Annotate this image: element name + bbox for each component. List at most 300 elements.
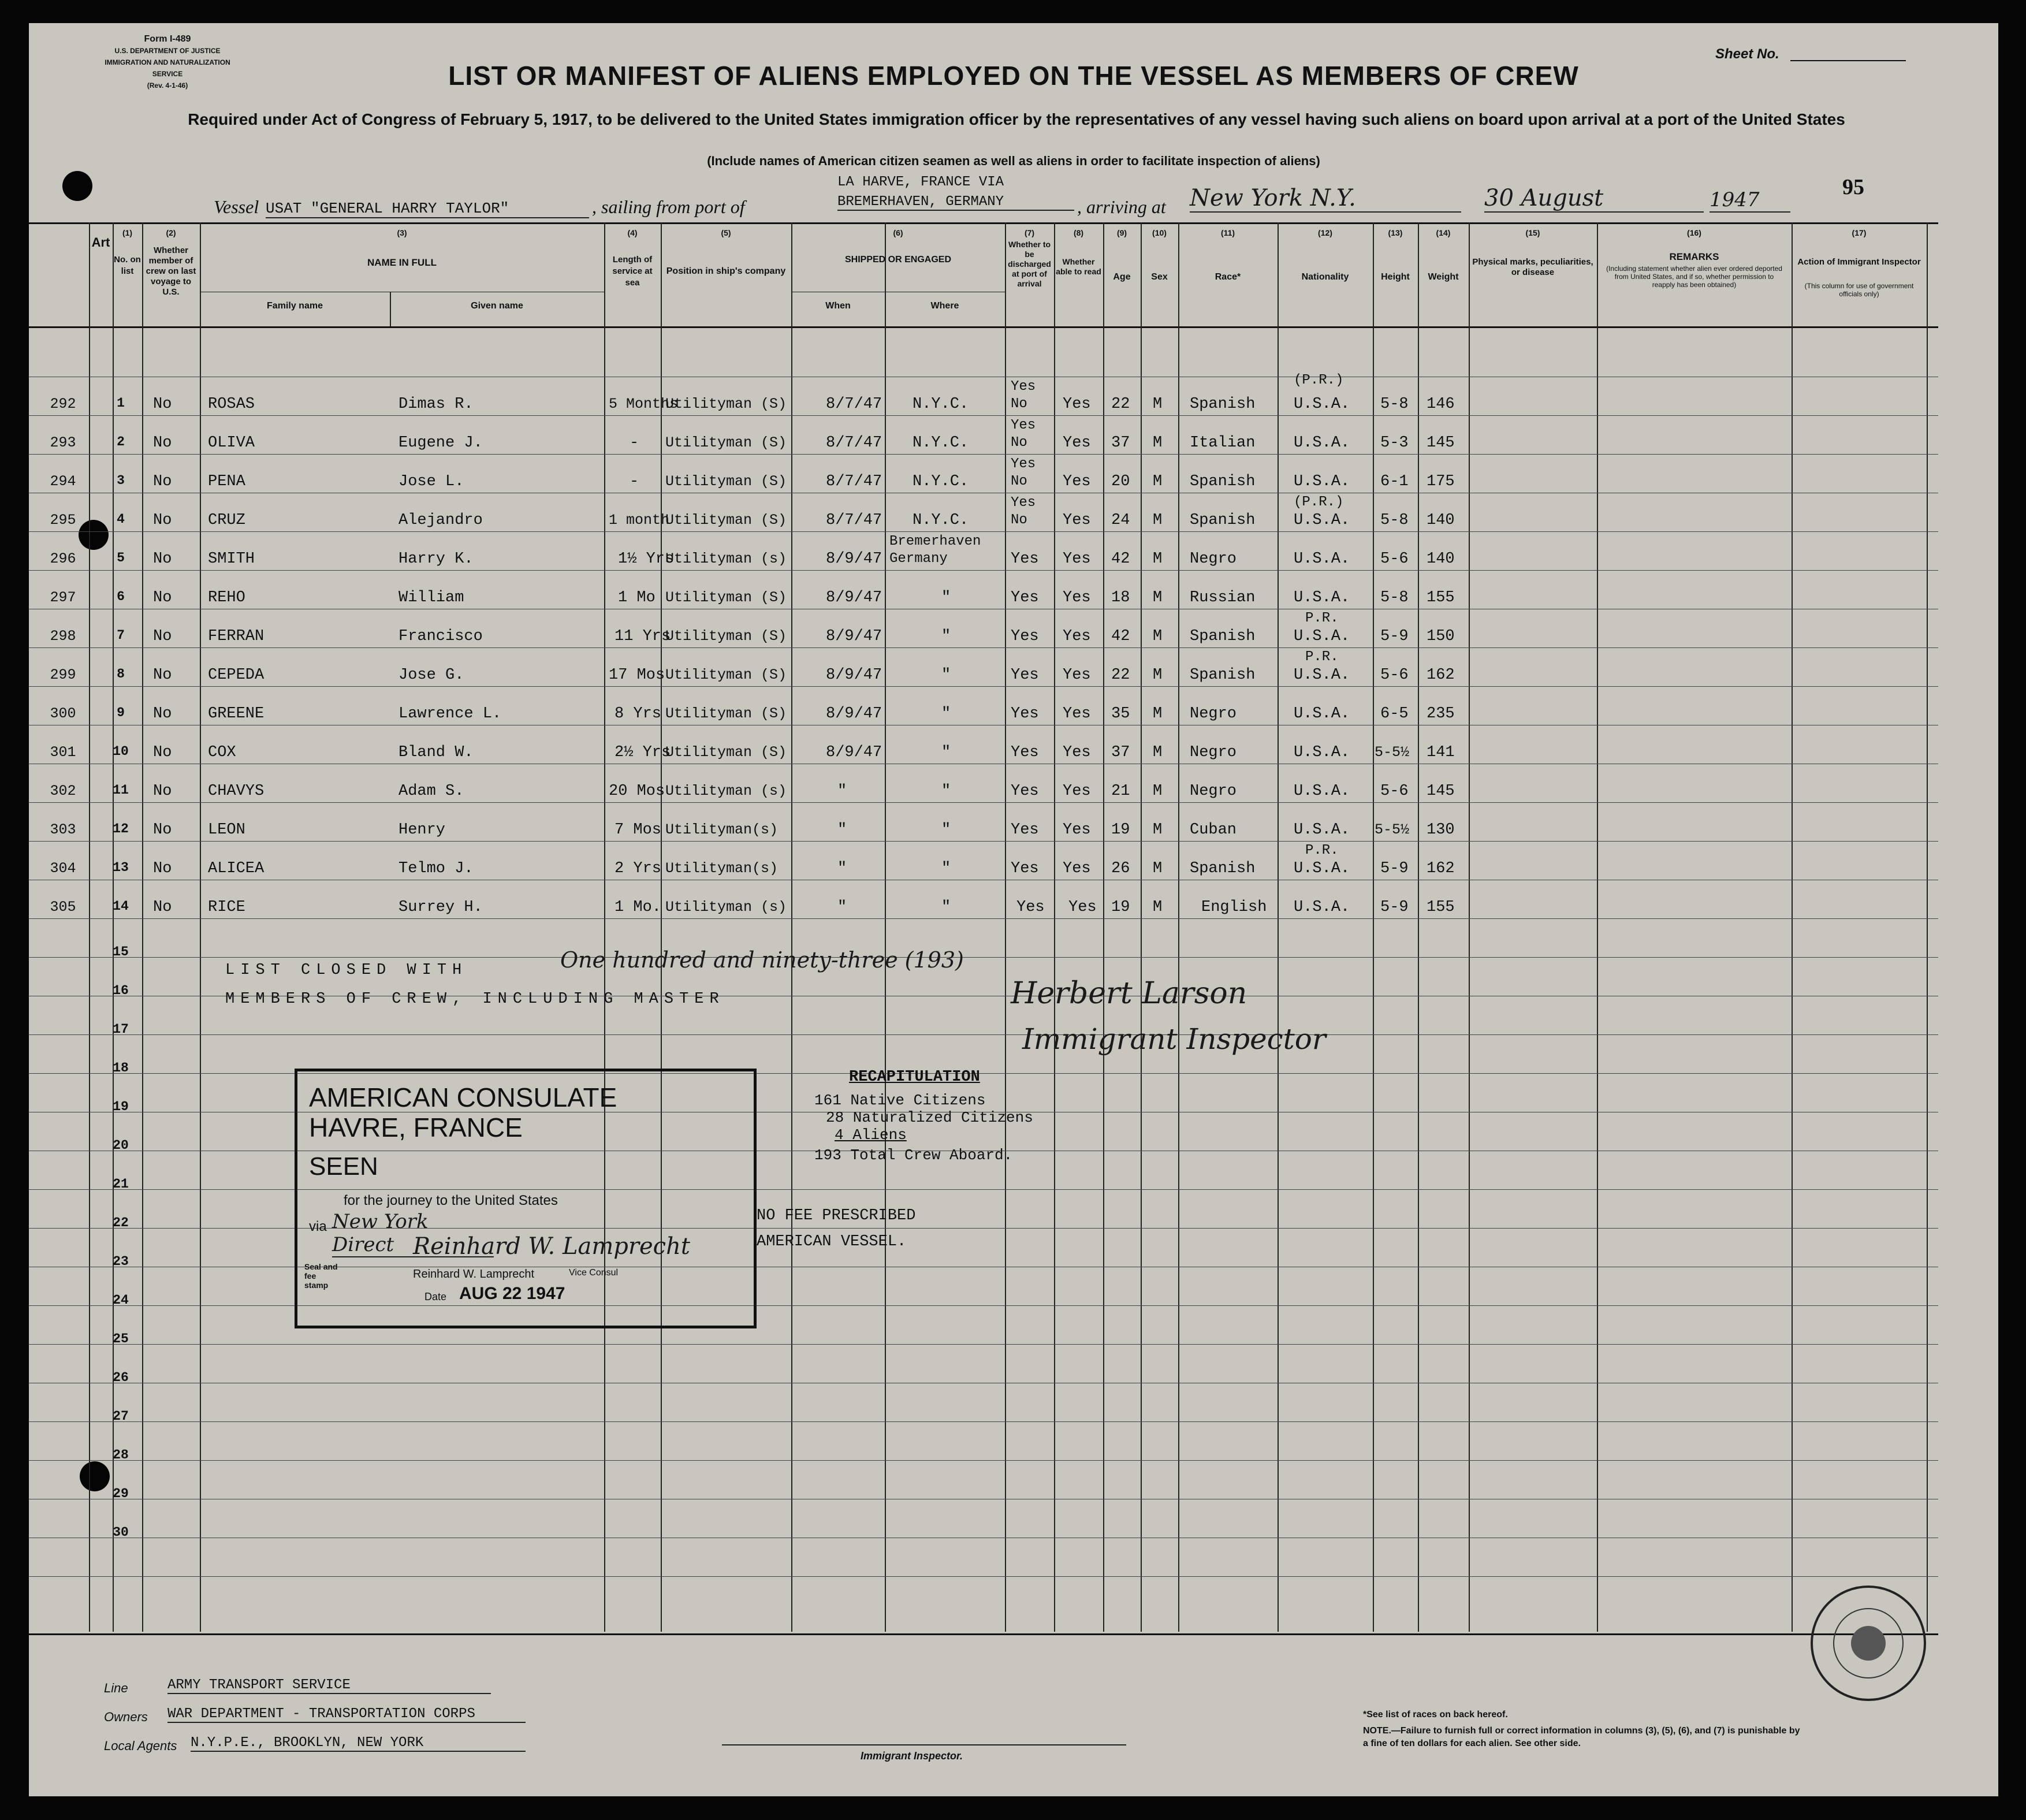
col-num: (14): [1436, 228, 1451, 237]
recap-line: 4 Aliens: [835, 1126, 907, 1144]
page-note: (Include names of American citizen seamen as well as aliens in order to facilitate inspection of aliens): [707, 154, 1320, 168]
col-weight-header: Weight: [1428, 272, 1459, 282]
weight: 146: [1427, 396, 1455, 413]
race: Spanish: [1190, 628, 1256, 645]
height: 6-1: [1380, 473, 1409, 490]
sex: M: [1153, 473, 1163, 490]
given-name: Alejandro: [399, 512, 483, 529]
position: Utilityman (S): [665, 473, 787, 490]
consulate-via-label: via: [309, 1219, 327, 1234]
row-rule: [29, 570, 1938, 571]
footer-races-note: *See list of races on back hereof.: [1363, 1710, 1508, 1719]
grid-line: [1792, 222, 1793, 1632]
shipped-where: Bremerhaven Germany: [889, 534, 981, 567]
weight: 145: [1427, 783, 1455, 800]
prev-voyage: No: [153, 821, 172, 839]
grid-line: [142, 222, 143, 1632]
col-action-header: Action of Immigrant Inspector: [1797, 257, 1921, 267]
row-rule: [29, 686, 1938, 687]
line-number: 18: [113, 1060, 129, 1075]
art-number: 295: [50, 512, 76, 528]
nationality: U.S.A.: [1294, 667, 1350, 684]
shipped-when: ": [837, 821, 847, 839]
prev-voyage: No: [153, 899, 172, 916]
form-edition: (Rev. 4-1-46): [147, 81, 188, 90]
col-num: (7): [1024, 228, 1035, 237]
footer-line-label: Line: [104, 1681, 128, 1695]
shipped-when: 8/7/47: [826, 473, 882, 490]
crew-count-handwritten: One hundred and ninety-three (193): [560, 947, 964, 973]
line-number: 12: [113, 821, 129, 836]
service-length: -: [630, 434, 639, 452]
col-num: (10): [1152, 228, 1167, 237]
position: Utilityman(s): [665, 821, 779, 838]
line-number: 1: [117, 396, 125, 411]
discharge: Yes: [1011, 744, 1039, 761]
manifest-sheet: [29, 23, 1998, 1796]
race: English: [1201, 899, 1267, 916]
able-to-read: Yes: [1063, 744, 1091, 761]
grid-line: [1418, 222, 1419, 1632]
fee-line-2: AMERICAN VESSEL.: [757, 1233, 907, 1250]
weight: 162: [1427, 667, 1455, 684]
discharge: Yes No: [1011, 495, 1036, 528]
row-rule: [29, 1576, 1938, 1577]
art-number: 300: [50, 705, 76, 722]
grid-line: [1178, 222, 1179, 1632]
row-rule: [29, 647, 1938, 648]
nationality-note: P.R.: [1305, 649, 1339, 665]
family-name: REHO: [208, 589, 245, 606]
nationality: U.S.A.: [1294, 744, 1350, 761]
col-nationality-header: Nationality: [1301, 272, 1349, 282]
able-to-read: Yes: [1063, 667, 1091, 684]
able-to-read: Yes: [1063, 705, 1091, 723]
age: 37: [1111, 434, 1130, 452]
weight: 235: [1427, 705, 1455, 723]
nationality-note: (P.R.): [1294, 494, 1344, 510]
recap-line: 28 Naturalized Citizens: [826, 1109, 1033, 1126]
col-remarks-header: REMARKS: [1669, 251, 1719, 262]
race: Spanish: [1190, 667, 1256, 684]
nationality: U.S.A.: [1294, 783, 1350, 800]
col-read-header: Whether able to read: [1056, 257, 1101, 276]
inspector-title-handwritten: Immigrant Inspector: [1022, 1022, 1326, 1056]
line-number: 6: [117, 589, 125, 604]
footer-line-value: ARMY TRANSPORT SERVICE: [167, 1677, 491, 1694]
discharge: Yes: [1016, 899, 1045, 916]
age: 22: [1111, 396, 1130, 413]
sex: M: [1153, 860, 1163, 877]
prev-voyage: No: [153, 589, 172, 606]
age: 26: [1111, 860, 1130, 877]
sex: M: [1153, 550, 1163, 568]
prev-voyage: No: [153, 473, 172, 490]
port-line-2: BREMERHAVEN, GERMANY: [837, 194, 1074, 211]
service-length: 17 Mos: [609, 667, 665, 684]
nationality-note: (P.R.): [1294, 373, 1344, 388]
nationality-note: P.R.: [1305, 611, 1339, 626]
discharge: Yes: [1011, 821, 1039, 839]
age: 21: [1111, 783, 1130, 800]
col-num: (17): [1852, 228, 1867, 237]
line-number: 3: [117, 473, 125, 488]
discharge: Yes: [1011, 589, 1039, 606]
col-no-header: No. on list: [114, 255, 141, 276]
line-number: 25: [113, 1331, 129, 1346]
able-to-read: Yes: [1063, 550, 1091, 568]
nationality: U.S.A.: [1294, 550, 1350, 568]
col-prev-voyage-header: Whether member of crew on last voyage to U.S.: [146, 245, 196, 297]
grid-line: [1103, 222, 1104, 1632]
row-rule: [29, 1034, 1938, 1035]
art-number: 303: [50, 821, 76, 838]
sex: M: [1153, 628, 1163, 645]
line-number: 16: [113, 983, 129, 998]
able-to-read: Yes: [1063, 434, 1091, 452]
art-number: 298: [50, 628, 76, 645]
height: 5-6: [1380, 783, 1409, 800]
arriving-year: 1947: [1710, 188, 1790, 213]
position: Utilityman(s): [665, 860, 779, 877]
age: 42: [1111, 628, 1130, 645]
row-rule: [29, 1460, 1938, 1461]
discharge: Yes No: [1011, 379, 1036, 412]
age: 20: [1111, 473, 1130, 490]
position: Utilityman (S): [665, 434, 787, 451]
nationality: U.S.A.: [1294, 899, 1350, 916]
position: Utilityman (S): [665, 705, 787, 722]
col-height-header: Height: [1381, 272, 1410, 282]
grid-line: [1278, 222, 1279, 1632]
height: 5-6: [1380, 550, 1409, 568]
grid-line: [1927, 222, 1928, 1632]
footer-agents-label: Local Agents: [104, 1739, 177, 1753]
discharge: Yes: [1011, 705, 1039, 723]
nationality: U.S.A.: [1294, 821, 1350, 839]
race: Russian: [1190, 589, 1256, 606]
service-length: 2 Yrs: [614, 860, 662, 877]
family-name: ALICEA: [208, 860, 265, 877]
given-name: Eugene J.: [399, 434, 483, 452]
col-remarks-subheader: (Including statement whether alien ever ordered deported from United States, and if so, whether permission to reapply has been obtained): [1606, 265, 1782, 289]
height: 5-8: [1380, 512, 1409, 529]
given-name: Bland W.: [399, 744, 474, 761]
grid-line: [791, 222, 792, 1632]
race: Negro: [1190, 744, 1237, 761]
prev-voyage: No: [153, 744, 172, 761]
col-num: (13): [1388, 228, 1403, 237]
vessel-label: Vessel: [214, 196, 259, 217]
consulate-via: New York Direct: [332, 1210, 494, 1257]
shipped-when: 8/9/47: [826, 744, 882, 761]
discharge: Yes: [1011, 783, 1039, 800]
grid-line: [200, 222, 201, 1632]
able-to-read: Yes: [1063, 628, 1091, 645]
form-service: IMMIGRATION AND NATURALIZATION SERVICE: [105, 58, 230, 78]
col-sex-header: Sex: [1151, 272, 1168, 282]
service-length: -: [630, 473, 639, 490]
col-art-header: Art: [91, 235, 110, 250]
family-name: RICE: [208, 899, 245, 916]
shipped-when: 8/9/47: [826, 550, 882, 568]
recap-line: 161 Native Citizens: [814, 1092, 986, 1109]
line-number: 29: [113, 1486, 129, 1501]
consulate-stamp: [295, 1069, 757, 1328]
consulate-date-label: Date: [424, 1291, 447, 1302]
age: 35: [1111, 705, 1130, 723]
col-age-header: Age: [1113, 272, 1131, 282]
line-number: 28: [113, 1447, 129, 1462]
sex: M: [1153, 667, 1163, 684]
height: 5-9: [1380, 628, 1409, 645]
line-number: 15: [113, 944, 129, 959]
given-name: Harry K.: [399, 550, 474, 568]
shipped-when: 8/9/47: [826, 628, 882, 645]
prev-voyage: No: [153, 705, 172, 723]
arriving-label: , arriving at: [1077, 196, 1166, 217]
grid-line: [661, 222, 662, 1632]
race: Cuban: [1190, 821, 1237, 839]
col-num: (2): [166, 228, 176, 237]
shipped-when: 8/7/47: [826, 396, 882, 413]
row-rule: [29, 415, 1938, 416]
age: 19: [1111, 899, 1130, 916]
col-action-subheader: (This column for use of government officials only): [1804, 282, 1914, 298]
height: 5-9: [1380, 899, 1409, 916]
col-num: (15): [1525, 228, 1540, 237]
grid-line: [89, 222, 90, 1632]
shipped-when: ": [837, 899, 847, 916]
position: Utilityman (S): [665, 396, 787, 412]
able-to-read: Yes: [1063, 473, 1091, 490]
height: 5-8: [1380, 589, 1409, 606]
shipped-where: N.Y.C.: [913, 512, 969, 529]
art-number: 304: [50, 860, 76, 877]
able-to-read: Yes: [1068, 899, 1097, 916]
art-number: 296: [50, 550, 76, 567]
sex: M: [1153, 821, 1163, 839]
service-length: 1½ Yrs: [618, 550, 675, 568]
footer-owners-label: Owners: [104, 1710, 148, 1724]
col-given-header: Given name: [471, 301, 523, 311]
shipped-when: 8/9/47: [826, 705, 882, 723]
race: Spanish: [1190, 860, 1256, 877]
able-to-read: Yes: [1063, 860, 1091, 877]
age: 37: [1111, 744, 1130, 761]
line-number: 20: [113, 1138, 129, 1153]
nationality: U.S.A.: [1294, 589, 1350, 606]
weight: 140: [1427, 512, 1455, 529]
height: 5-8: [1380, 396, 1409, 413]
line-number: 10: [113, 744, 129, 759]
col-num: (8): [1073, 228, 1084, 237]
sex: M: [1153, 899, 1163, 916]
shipped-where: ": [941, 705, 951, 723]
given-name: William: [399, 589, 464, 606]
seal-fee-label: Seal and fee stamp: [304, 1262, 338, 1290]
family-name: COX: [208, 744, 236, 761]
height: 5-3: [1380, 434, 1409, 452]
shipped-where: N.Y.C.: [913, 396, 969, 413]
line-number: 9: [117, 705, 125, 720]
discharge: Yes No: [1011, 418, 1036, 451]
shipped-when: ": [837, 783, 847, 800]
height: 5-5½: [1375, 821, 1410, 838]
family-name: OLIVA: [208, 434, 255, 452]
sex: M: [1153, 705, 1163, 723]
position: Utilityman (S): [665, 512, 787, 528]
grid-line: [1141, 222, 1142, 1632]
height: 5-5½: [1375, 744, 1410, 761]
col-num: (1): [122, 228, 133, 237]
prev-voyage: No: [153, 434, 172, 452]
nationality: U.S.A.: [1294, 396, 1350, 413]
line-number: 4: [117, 512, 125, 527]
weight: 145: [1427, 434, 1455, 452]
race: Negro: [1190, 705, 1237, 723]
discharge: Yes: [1011, 550, 1039, 568]
family-name: ROSAS: [208, 396, 255, 413]
recap-line: 193 Total Crew Aboard.: [814, 1147, 1013, 1164]
family-name: CEPEDA: [208, 667, 265, 684]
inspector-signature-line: [722, 1744, 1126, 1745]
page-subtitle: Required under Act of Congress of February 5, 1917, to be delivered to the United States immigration officer by the representatives of any vessel having such aliens on board upon arrival at a port of the United States: [188, 110, 1845, 128]
family-name: LEON: [208, 821, 245, 839]
art-number: 293: [50, 434, 76, 451]
grid-line: [1005, 222, 1006, 1632]
line-number: 26: [113, 1370, 129, 1385]
shipped-when: 8/7/47: [826, 434, 882, 452]
given-name: Adam S.: [399, 783, 464, 800]
nationality: U.S.A.: [1294, 705, 1350, 723]
height: 6-5: [1380, 705, 1409, 723]
shipped-where: ": [941, 860, 951, 877]
shipped-where: ": [941, 899, 951, 916]
form-number: Form I-489: [144, 34, 191, 44]
consulate-signer-title: Vice Consul: [569, 1268, 619, 1278]
line-number: 30: [113, 1525, 129, 1540]
shipped-when: 8/7/47: [826, 512, 882, 529]
col-num: (9): [1116, 228, 1127, 237]
col-physical-header: Physical marks, peculiarities, or disease: [1472, 257, 1593, 277]
prev-voyage: No: [153, 860, 172, 877]
line-number: 14: [113, 899, 129, 914]
discharge: Yes No: [1011, 456, 1036, 489]
weight: 140: [1427, 550, 1455, 568]
weight: 150: [1427, 628, 1455, 645]
grid-line: [1054, 222, 1055, 1632]
line-number: 8: [117, 667, 125, 682]
shipped-when: ": [837, 860, 847, 877]
nationality: U.S.A.: [1294, 628, 1350, 645]
sex: M: [1153, 744, 1163, 761]
page-title: LIST OR MANIFEST OF ALIENS EMPLOYED ON THE VESSEL AS MEMBERS OF CREW: [448, 61, 1579, 91]
row-rule: [29, 454, 1938, 455]
footer-agents-value: N.Y.P.E., BROOKLYN, NEW YORK: [191, 1735, 526, 1752]
inspector-signature: Herbert Larson: [1011, 976, 1247, 1011]
art-number: 292: [50, 396, 76, 412]
race: Negro: [1190, 550, 1237, 568]
consulate-signer: Reinhard W. Lamprecht: [413, 1268, 535, 1281]
service-length: 2½ Yrs: [614, 744, 671, 761]
height: 5-9: [1380, 860, 1409, 877]
art-number: 299: [50, 667, 76, 683]
age: 22: [1111, 667, 1130, 684]
discharge: Yes: [1011, 628, 1039, 645]
sheet-label: Sheet No.: [1715, 46, 1779, 62]
family-name: PENA: [208, 473, 245, 490]
race: Negro: [1190, 783, 1237, 800]
service-length: 1 month: [609, 512, 670, 528]
age: 42: [1111, 550, 1130, 568]
weight: 155: [1427, 899, 1455, 916]
race: Spanish: [1190, 512, 1256, 529]
shipped-where: ": [941, 821, 951, 839]
able-to-read: Yes: [1063, 396, 1091, 413]
family-name: GREENE: [208, 705, 265, 723]
col-when-header: When: [825, 301, 851, 311]
family-name: CHAVYS: [208, 783, 265, 800]
position: Utilityman (S): [665, 628, 787, 645]
age: 24: [1111, 512, 1130, 529]
members-crew-text: MEMBERS OF CREW, INCLUDING MASTER: [225, 991, 725, 1008]
col-where-header: Where: [930, 301, 959, 311]
prev-voyage: No: [153, 783, 172, 800]
able-to-read: Yes: [1063, 589, 1091, 606]
consulate-line-2: HAVRE, FRANCE: [309, 1112, 523, 1142]
consulate-date: AUG 22 1947: [459, 1284, 565, 1303]
sex: M: [1153, 783, 1163, 800]
art-number: 301: [50, 744, 76, 761]
given-name: Francisco: [399, 628, 483, 645]
manifest-table-frame: [29, 222, 1938, 1635]
line-number: 5: [117, 550, 125, 565]
col-discharge-header: Whether to be discharged at port of arrival: [1008, 240, 1051, 288]
service-length: 1 Mo.: [614, 899, 662, 916]
page-number: 95: [1842, 175, 1864, 199]
position: Utilityman (s): [665, 783, 787, 799]
col-name-header: NAME IN FULL: [367, 257, 437, 268]
line-number: 23: [113, 1254, 129, 1269]
form-agency: U.S. DEPARTMENT OF JUSTICE: [114, 47, 221, 55]
sex: M: [1153, 396, 1163, 413]
vessel-name: USAT "GENERAL HARRY TAYLOR": [266, 200, 589, 218]
arriving-port: New York N.Y.: [1190, 185, 1461, 213]
race: Italian: [1190, 434, 1256, 452]
able-to-read: Yes: [1063, 821, 1091, 839]
line-number: 27: [113, 1409, 129, 1424]
shipped-where: ": [941, 667, 951, 684]
discharge: Yes: [1011, 860, 1039, 877]
grid-line: [604, 222, 605, 1632]
footer-inspector-label: Immigrant Inspector.: [861, 1750, 963, 1762]
position: Utilityman (S): [665, 589, 787, 606]
col-num: (3): [397, 228, 407, 237]
weight: 141: [1427, 744, 1455, 761]
service-length: 5 Months: [609, 396, 679, 412]
prev-voyage: No: [153, 550, 172, 568]
art-number: 305: [50, 899, 76, 915]
line-number: 17: [113, 1022, 129, 1037]
line-number: 21: [113, 1177, 129, 1192]
family-name: FERRAN: [208, 628, 265, 645]
able-to-read: Yes: [1063, 783, 1091, 800]
arriving-date: 30 August: [1484, 185, 1704, 213]
sex: M: [1153, 512, 1163, 529]
port-line-1: LA HARVE, FRANCE VIA: [837, 174, 1004, 190]
shipped-where: N.Y.C.: [913, 434, 969, 452]
